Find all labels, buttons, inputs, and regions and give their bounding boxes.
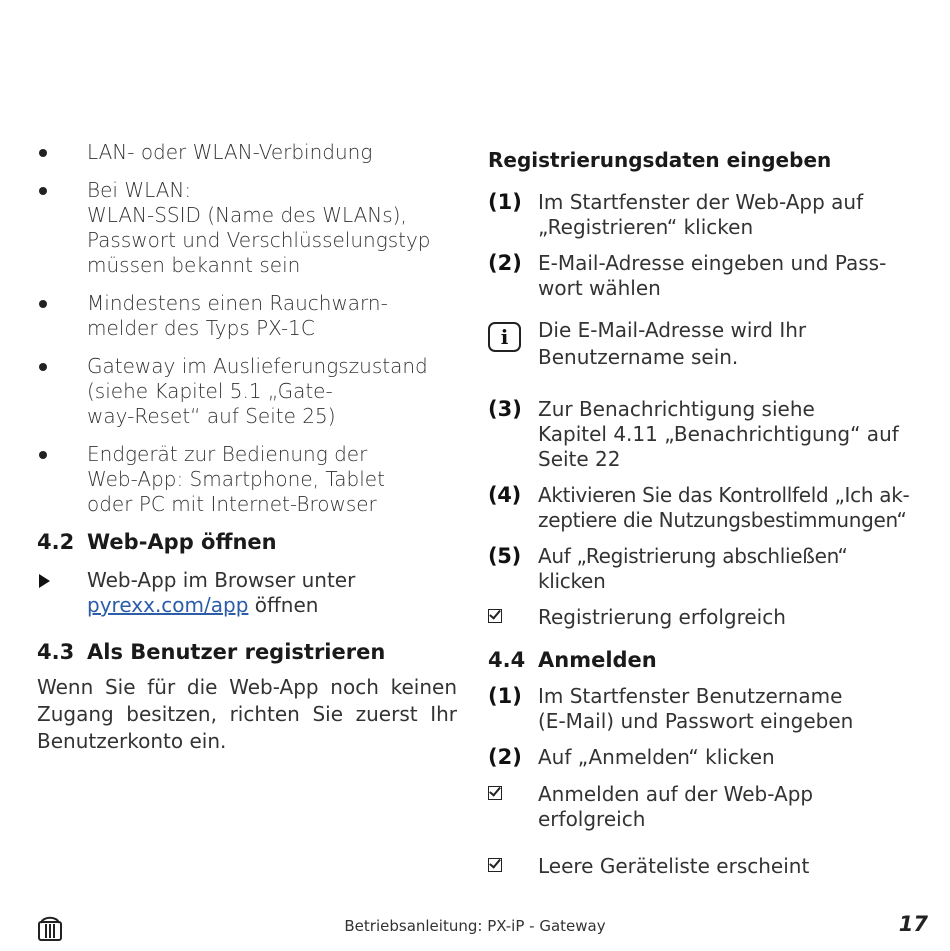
- left-column: [37, 140, 457, 755]
- footer-title: Betriebsanleitung: PX-iP - Gateway: [344, 917, 606, 935]
- step-item: (4) Aktivieren Sie das Kontrollfeld „Ich ak- zeptiere die Nutzungsbestimmungen“: [488, 483, 910, 532]
- result-item: Anmelden auf der Web-App erfolgreich: [488, 782, 918, 832]
- web-app-link[interactable]: pyrexx.com/app: [87, 593, 249, 617]
- list-item: LAN- oder WLAN-Verbindung: [37, 140, 457, 165]
- requirements-list: [37, 140, 457, 517]
- step-item: (1) Im Startfenster der Web-App auf „Registrieren“ klicken: [488, 190, 864, 239]
- arrow-right-icon: [39, 574, 50, 588]
- checkbox-checked-icon: [488, 786, 502, 800]
- step-item: (3) Zur Benachrichtigung siehe Kapitel 4.11 „Benachrichtigung“ auf Seite 22: [488, 397, 899, 471]
- checkbox-checked-icon: [488, 609, 502, 623]
- list-item: Gateway im Auslieferungszustand (siehe Kapitel 5.1 „Gate- way-Reset“ auf Seite 25): [37, 354, 457, 429]
- step-item: (5) Auf „Registrierung abschließen“ klicken: [488, 544, 848, 593]
- registration-steps-b: [488, 397, 918, 594]
- section-heading-web-app: 4.2 Web-App öffnen: [37, 530, 277, 554]
- info-icon: i: [488, 322, 521, 352]
- list-item: Endgerät zur Bedienung der Web-App: Smartphone, Tablet oder PC mit Internet-Browser: [37, 442, 457, 517]
- action-open-web-app: Web-App im Browser unter pyrexx.com/app öffnen: [37, 568, 457, 618]
- step-item: (1) Im Startfenster Benutzername (E-Mail) und Passwort eingeben: [488, 684, 854, 733]
- list-item: Mindestens einen Rauchwarn- melder des Typs PX-1C: [37, 291, 457, 341]
- login-steps: [488, 684, 918, 770]
- registration-steps-a: [488, 190, 918, 301]
- list-item: Bei WLAN: WLAN-SSID (Name des WLANs), Passwort und Verschlüsselungstyp müssen bekannt sein: [37, 178, 457, 278]
- right-column: [488, 140, 918, 897]
- info-note: i Die E-Mail-Adresse wird Ihr Benutzername sein.: [488, 317, 918, 371]
- register-paragraph: Wenn Sie für die Web-App noch keinen Zugang besitzen, richten Sie zuerst Ihr Benutzerkonto ein.: [37, 675, 457, 753]
- result-item: Registrierung erfolgreich: [488, 605, 918, 630]
- step-item: (2) Auf „Anmelden“ klicken: [488, 745, 775, 769]
- registration-heading: Registrierungsdaten eingeben: [488, 148, 832, 172]
- step-item: (2) E-Mail-Adresse eingeben und Pass- wort wählen: [488, 251, 887, 300]
- result-item: Leere Geräteliste erscheint: [488, 854, 918, 879]
- section-heading-register: 4.3 Als Benutzer registrieren: [37, 640, 386, 664]
- checkbox-checked-icon: [488, 858, 502, 872]
- page-number: 17: [898, 912, 928, 936]
- section-heading-login: 4.4 Anmelden: [488, 648, 657, 672]
